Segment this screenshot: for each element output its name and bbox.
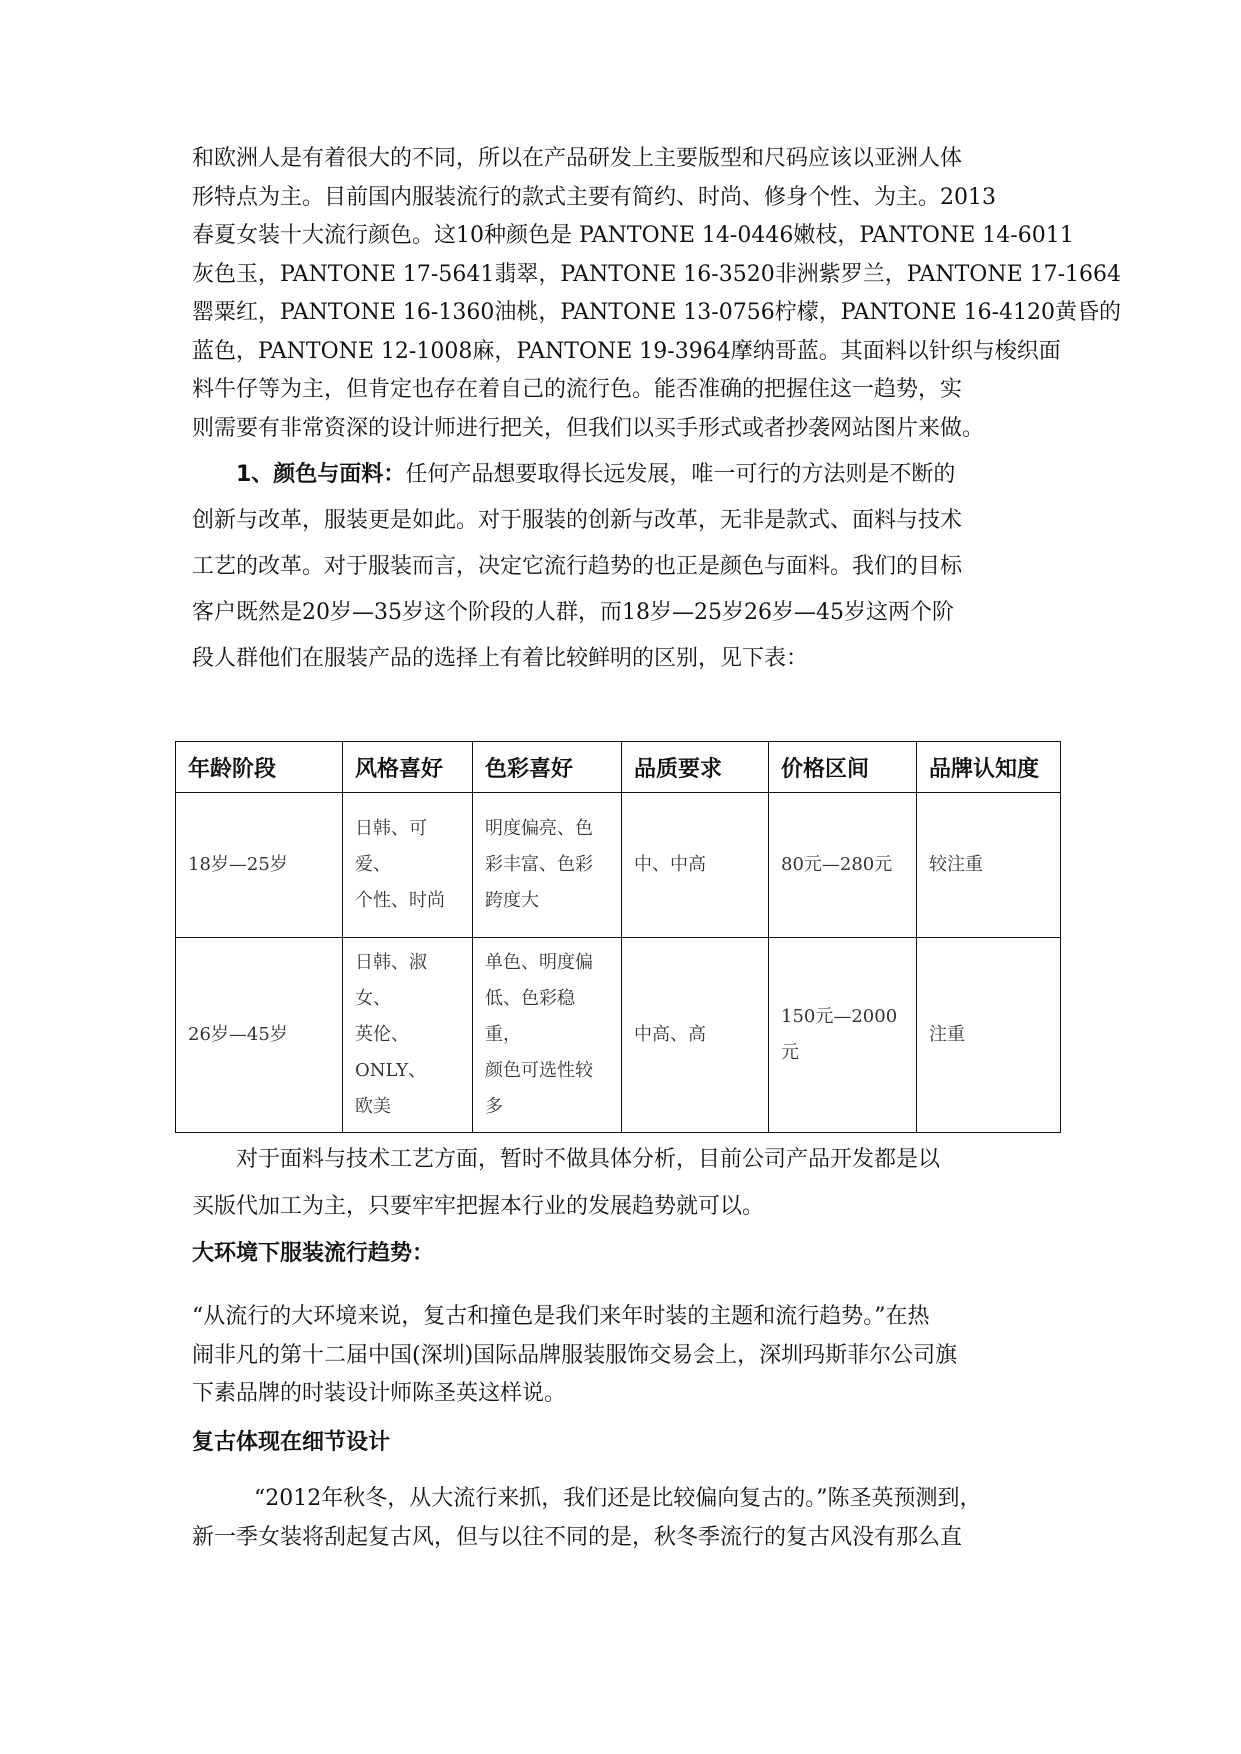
text-line xyxy=(192,452,1062,498)
paragraph-pantone-colors xyxy=(192,140,1122,448)
cell-age: 26岁—45岁 xyxy=(176,938,343,1133)
table-row xyxy=(176,938,1061,1133)
cell-brand: 注重 xyxy=(917,938,1061,1133)
text-line: 新一季女装将刮起复古风，但与以往不同的是，秋冬季流行的复古风没有那么直 xyxy=(192,1524,963,1550)
paragraph-color-fabric xyxy=(192,452,1062,682)
table-header-row xyxy=(176,742,1061,793)
cell-line: 元 xyxy=(781,1042,799,1063)
cell-line: 日韩、淑女、 xyxy=(355,952,427,1009)
header-quality: 品质要求 xyxy=(622,742,769,793)
cell-style xyxy=(343,938,473,1133)
age-preference-table xyxy=(175,741,1061,1133)
cell-color xyxy=(473,793,622,938)
text-line: 料牛仔等为主，但肯定也存在着自己的流行色。能否准确的把握住这一趋势，实 xyxy=(192,377,963,402)
cell-line: 个性、时尚 xyxy=(355,890,445,911)
text-line: 则需要有非常资深的设计师进行把关，但我们以买手形式或者抄袭网站图片来做。 xyxy=(192,415,985,441)
text-line: 段人群他们在服装产品的选择上有着比较鲜明的区别，见下表： xyxy=(192,646,809,671)
cell-price xyxy=(769,793,917,938)
cell-color xyxy=(473,938,622,1133)
cell-line: 明度偏亮、色 xyxy=(485,818,593,839)
header-price: 价格区间 xyxy=(769,742,917,793)
cell-line: 150元—2000 xyxy=(781,1006,898,1027)
cell-line: 欧美 xyxy=(355,1096,391,1117)
text-line: 闹非凡的第十二届中国(深圳)国际品牌服装服饰交易会上，深圳玛斯菲尔公司旗 xyxy=(192,1342,958,1368)
paragraph-retro xyxy=(192,1480,1072,1557)
text-line: “2012年秋冬，从大流行来抓，我们还是比较偏向复古的。”陈圣英预测到， xyxy=(254,1486,982,1511)
cell-line: 日韩、可爱、 xyxy=(355,818,427,875)
text-line: 买版代加工为主，只要牢牢把握本行业的发展趋势就可以。 xyxy=(192,1194,765,1219)
cell-line: 彩丰富、色彩 xyxy=(485,854,593,875)
text-line: 创新与改革，服装更是如此。对于服装的创新与改革，无非是款式、面料与技术 xyxy=(192,508,963,533)
cell-line: 低、色彩稳重， xyxy=(485,988,575,1045)
header-age: 年龄阶段 xyxy=(176,742,343,793)
text-run: 任何产品想要取得长远发展，唯一可行的方法则是不断的 xyxy=(405,462,956,487)
cell-line: 颜色可选性较 xyxy=(485,1060,593,1081)
cell-style xyxy=(343,793,473,938)
section-label: 1、颜色与面料： xyxy=(236,462,406,487)
paragraph-fabric-note xyxy=(192,1136,1062,1230)
header-brand: 品牌认知度 xyxy=(917,742,1061,793)
text-line: 形特点为主。目前国内服装流行的款式主要有简约、时尚、修身个性、为主。2013 xyxy=(192,184,996,210)
cell-quality: 中高、高 xyxy=(622,938,769,1133)
cell-line: 80元—280元 xyxy=(781,854,893,875)
cell-quality: 中、中高 xyxy=(622,793,769,938)
cell-age: 18岁—25岁 xyxy=(176,793,343,938)
text-line: 罂粟红，PANTONE 16-1360油桃，PANTONE 13-0756柠檬，PANTONE 16-4120黄昏的 xyxy=(192,300,1122,325)
text-line: 下素品牌的时装设计师陈圣英这样说。 xyxy=(192,1381,567,1406)
table-row xyxy=(176,793,1061,938)
text-line: 工艺的改革。对于服装而言，决定它流行趋势的也正是颜色与面料。我们的目标 xyxy=(192,554,963,579)
text-line: 对于面料与技术工艺方面，暂时不做具体分析，目前公司产品开发都是以 xyxy=(236,1147,941,1172)
cell-line: 多 xyxy=(485,1096,503,1117)
section-heading: 大环境下服装流行趋势： xyxy=(192,1241,435,1266)
cell-brand: 较注重 xyxy=(917,793,1061,938)
cell-line: 英伦、ONLY、 xyxy=(355,1024,427,1081)
section-heading: 复古体现在细节设计 xyxy=(192,1430,391,1455)
text-line: “从流行的大环境来说，复古和撞色是我们来年时装的主题和流行趋势。”在热 xyxy=(192,1304,930,1329)
cell-price xyxy=(769,938,917,1133)
header-color: 色彩喜好 xyxy=(473,742,622,793)
text-line: 和欧洲人是有着很大的不同，所以在产品研发上主要版型和尺码应该以亚洲人体 xyxy=(192,146,963,171)
text-line: 春夏女装十大流行颜色。这10种颜色是 PANTONE 14-0446嫩枝，PANTONE 14-6011 xyxy=(192,223,1074,248)
paragraph-quote xyxy=(192,1298,1072,1414)
text-line: 蓝色，PANTONE 12-1008麻，PANTONE 19-3964摩纳哥蓝。其面料以针织与梭织面 xyxy=(192,338,1061,364)
text-line: 灰色玉，PANTONE 17-5641翡翠，PANTONE 16-3520非洲紫罗兰，PANTONE 17-1664 xyxy=(192,261,1122,287)
cell-line: 单色、明度偏 xyxy=(485,952,593,973)
cell-line: 跨度大 xyxy=(485,890,539,911)
text-line: 客户既然是20岁—35岁这个阶段的人群，而18岁—25岁26岁—45岁这两个阶 xyxy=(192,600,954,625)
header-style: 风格喜好 xyxy=(343,742,473,793)
